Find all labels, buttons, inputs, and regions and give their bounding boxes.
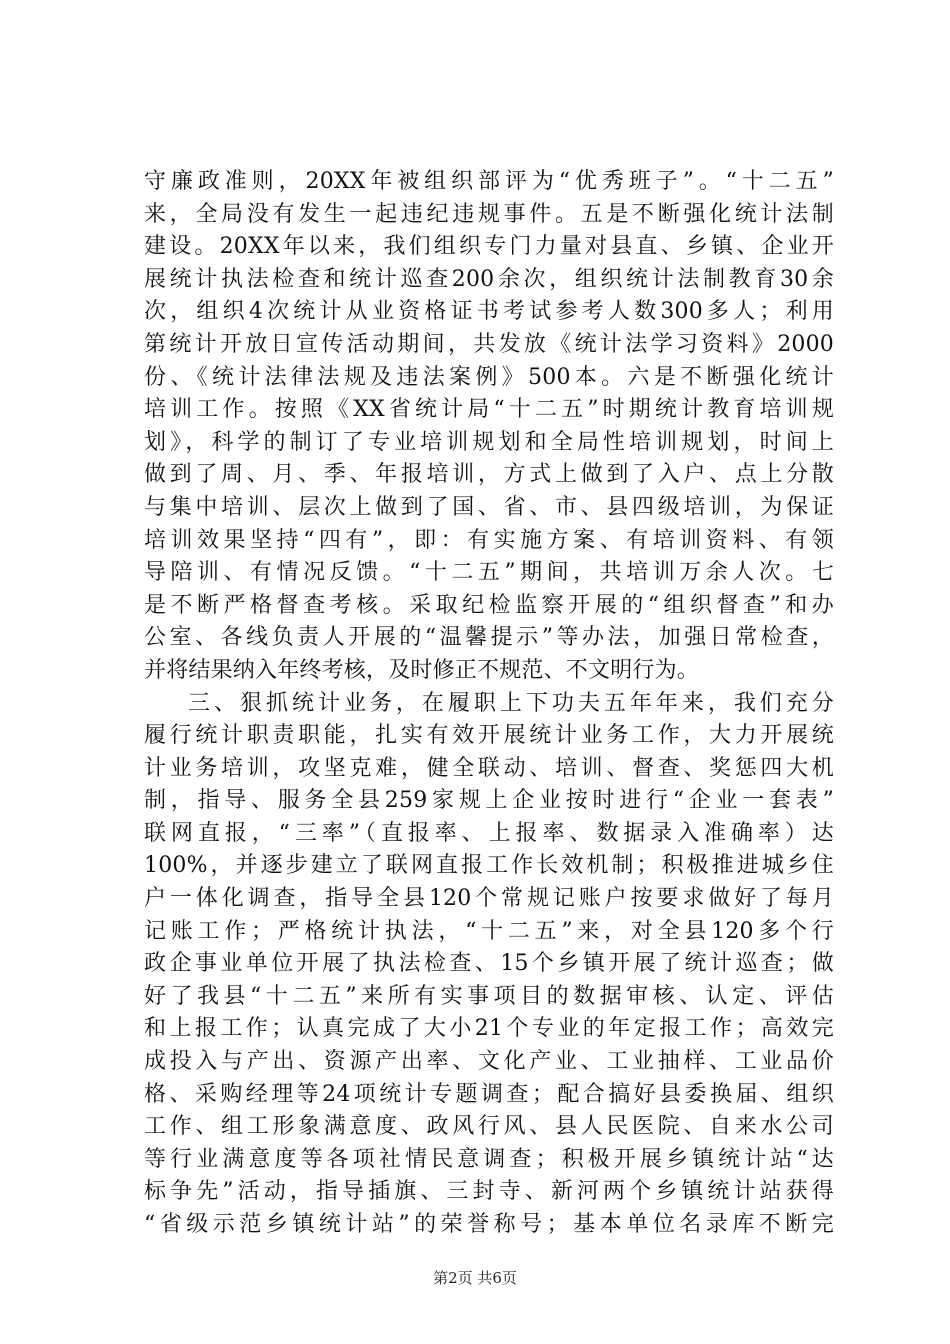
- text-line: 做到了周、月、季、年报培训，方式上做到了入户、点上分散: [144, 462, 834, 488]
- text-line: 与集中培训、层次上做到了国、省、市、县四级培训，为保证: [144, 494, 834, 520]
- text-line: 划》，科学的制订了专业培训规划和全局性培训规划，时间上: [144, 429, 834, 455]
- text-line: 计业务培训，攻坚克难，健全联动、培训、督查、奖惩四大机: [144, 755, 834, 781]
- text-line: 记账工作；严格统计执法，“十二五”来，对全县120多个行: [144, 918, 834, 944]
- text-line: 次，组织4次统计从业资格证书考试参考人数300多人；利用: [144, 299, 834, 325]
- text-line: 等行业满意度等各项社情民意调查；积极开展乡镇统计站“达: [144, 1146, 834, 1172]
- text-line: 履行统计职责职能，扎实有效开展统计业务工作，大力开展统: [144, 723, 834, 749]
- text-line: 制，指导、服务全县259家规上企业按时进行“企业一套表”: [144, 788, 834, 814]
- text-line: 好了我县“十二五”来所有实事项目的数据审核、认定、评估: [144, 983, 834, 1009]
- text-line: 成投入与产出、资源产出率、文化产业、工业抽样、工业品价: [144, 1049, 834, 1075]
- text-line: 工作、组工形象满意度、政风行风、县人民医院、自来水公司: [144, 1114, 834, 1140]
- text-line: 是不断严格督查考核。采取纪检监察开展的“组织督查”和办: [144, 592, 834, 618]
- text-line: 并将结果纳入年终考核，及时修正不规范、不文明行为。: [144, 657, 700, 683]
- text-line: 联网直报，“三率”（直报率、上报率、数据录入准确率）达: [144, 820, 834, 846]
- text-line: 格、采购经理等24项统计专题调查；配合搞好县委换届、组织: [144, 1081, 834, 1107]
- text-line: “省级示范乡镇统计站”的荣誉称号；基本单位名录库不断完: [144, 1212, 834, 1237]
- text-line: 第统计开放日宣传活动期间，共发放《统计法学习资料》2000: [144, 331, 834, 357]
- text-line: 守廉政准则，20XX年被组织部评为“优秀班子”。“十二五”: [144, 169, 834, 194]
- text-line: 标争先”活动，指导插旗、三封寺、新河两个乡镇统计站获得: [144, 1179, 834, 1205]
- page-number-footer: 第2页 共6页: [433, 1269, 517, 1287]
- text-line: 来，全局没有发生一起违纪违规事件。五是不断强化统计法制: [144, 201, 834, 227]
- text-line: 建设。20XX年以来，我们组织专门力量对县直、乡镇、企业开: [144, 234, 834, 260]
- text-line: 政企事业单位开展了执法检查、15个乡镇开展了统计巡查；做: [144, 951, 834, 977]
- text-line: 100%，并逐步建立了联网直报工作长效机制；积极推进城乡住: [144, 853, 834, 879]
- text-line: 份、《统计法律法规及违法案例》500本。六是不断强化统计: [144, 364, 834, 390]
- paragraph-start-line: 三、狠抓统计业务，在履职上下功夫五年年来，我们充分: [188, 690, 834, 716]
- text-line: 公室、各线负责人开展的“温馨提示”等办法，加强日常检查，: [144, 625, 834, 651]
- text-line: 培训效果坚持“四有”，即：有实施方案、有培训资料、有领: [144, 527, 834, 553]
- text-line: 户一体化调查，指导全县120个常规记账户按要求做好了每月: [144, 886, 834, 912]
- text-line: 导陪训、有情况反馈。“十二五”期间，共培训万余人次。七: [144, 560, 834, 586]
- text-line: 和上报工作；认真完成了大小21个专业的年定报工作；高效完: [144, 1016, 834, 1042]
- text-line: 培训工作。按照《XX省统计局“十二五”时期统计教育培训规: [144, 397, 834, 423]
- text-line: 展统计执法检查和统计巡查200余次，组织统计法制教育30余: [144, 266, 834, 292]
- document-body: [144, 166, 834, 1242]
